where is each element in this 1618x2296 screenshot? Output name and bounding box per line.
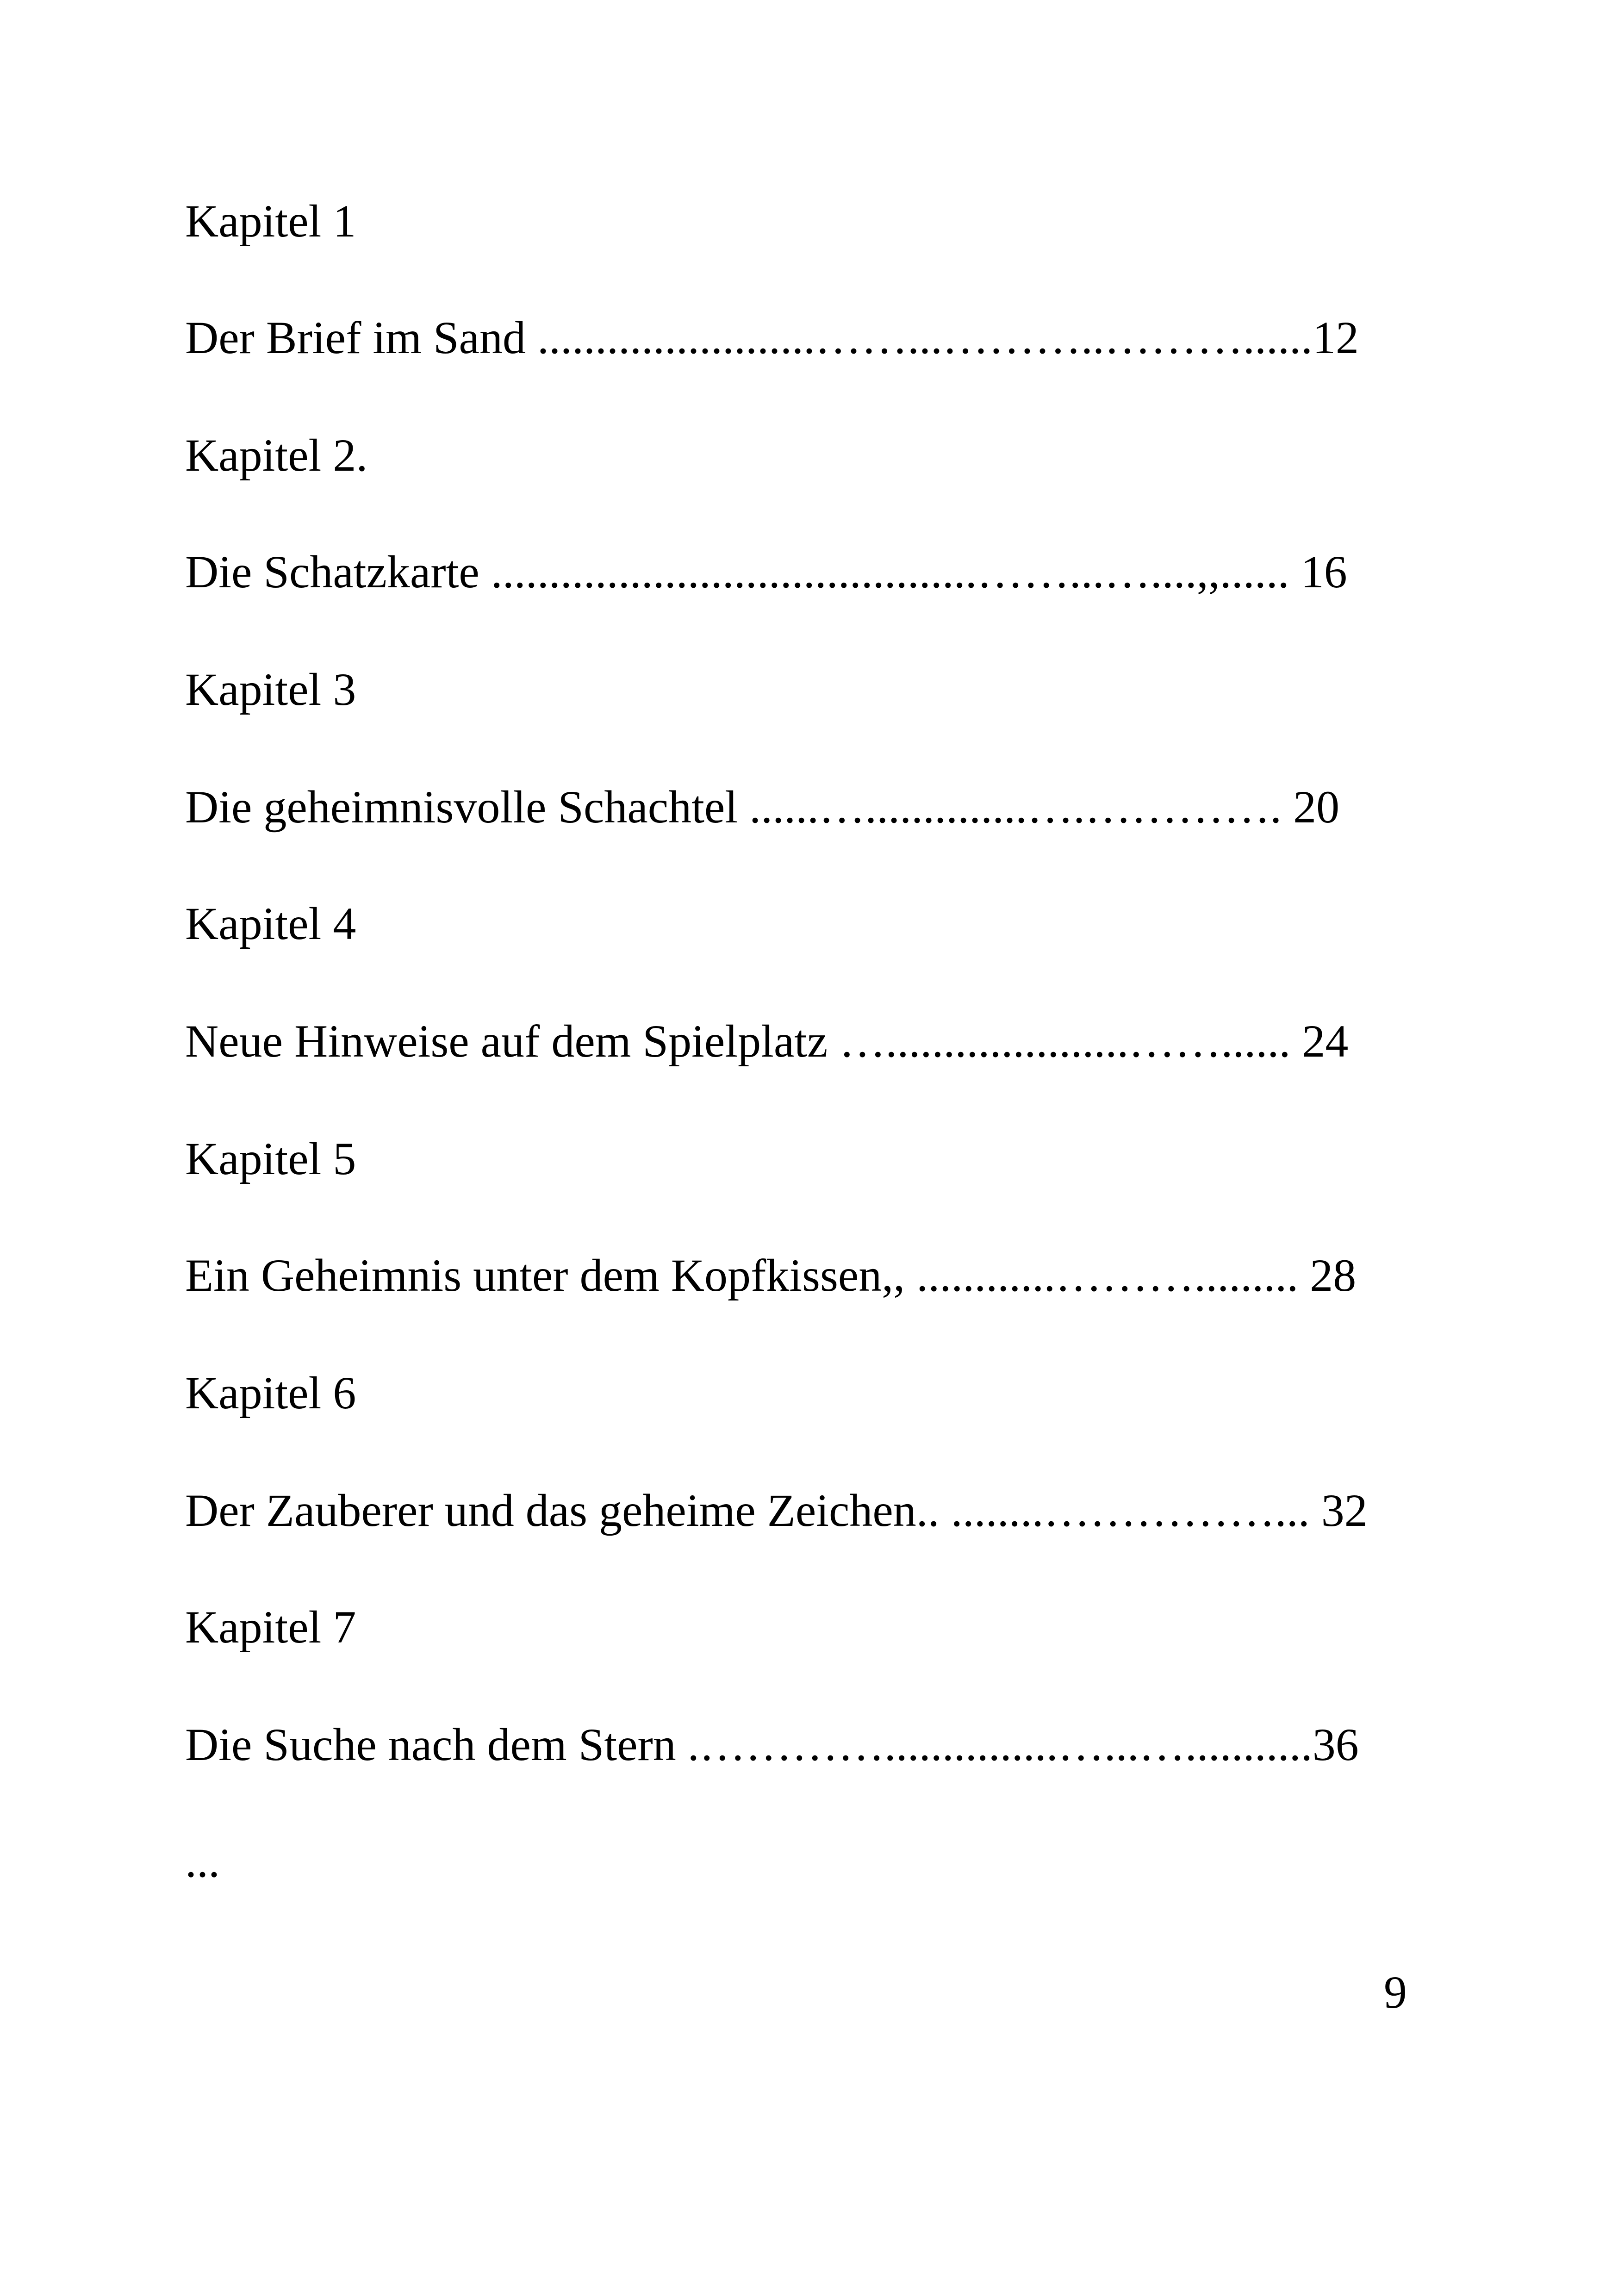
toc-entry-6: Der Zauberer und das geheime Zeichen.. ........……………... 32 [185, 1485, 1368, 1536]
chapter-heading-5: Kapitel 5 [185, 1133, 356, 1184]
toc-entry-2: Die Schatzkarte ..........................................……...…....,,...... 16 [185, 546, 1347, 597]
toc-entry-5: Ein Geheimnis unter dem Kopfkissen,, ............………......... 28 [185, 1250, 1357, 1301]
chapter-heading-6: Kapitel 6 [185, 1367, 356, 1419]
page-number: 9 [1384, 1966, 1407, 2018]
toc-entry-7: Die Suche nach dem Stern .…………...............…...…...........36 [185, 1719, 1359, 1770]
continuation-ellipsis: ... [185, 1836, 220, 1887]
chapter-heading-4: Kapitel 4 [185, 898, 356, 949]
chapter-heading-2: Kapitel 2. [185, 429, 368, 481]
toc-entry-4: Neue Hinweise auf dem Spielplatz ….....................……...... 24 [185, 1015, 1349, 1067]
chapter-heading-1: Kapitel 1 [185, 195, 356, 247]
chapter-heading-7: Kapitel 7 [185, 1601, 356, 1653]
toc-entry-1: Der Brief im Sand ........................……...………..………......12 [185, 312, 1359, 363]
chapter-heading-3: Kapitel 3 [185, 664, 356, 715]
toc-entry-3: Die geheimnisvolle Schachtel ......…..............….…………. 20 [185, 781, 1340, 833]
